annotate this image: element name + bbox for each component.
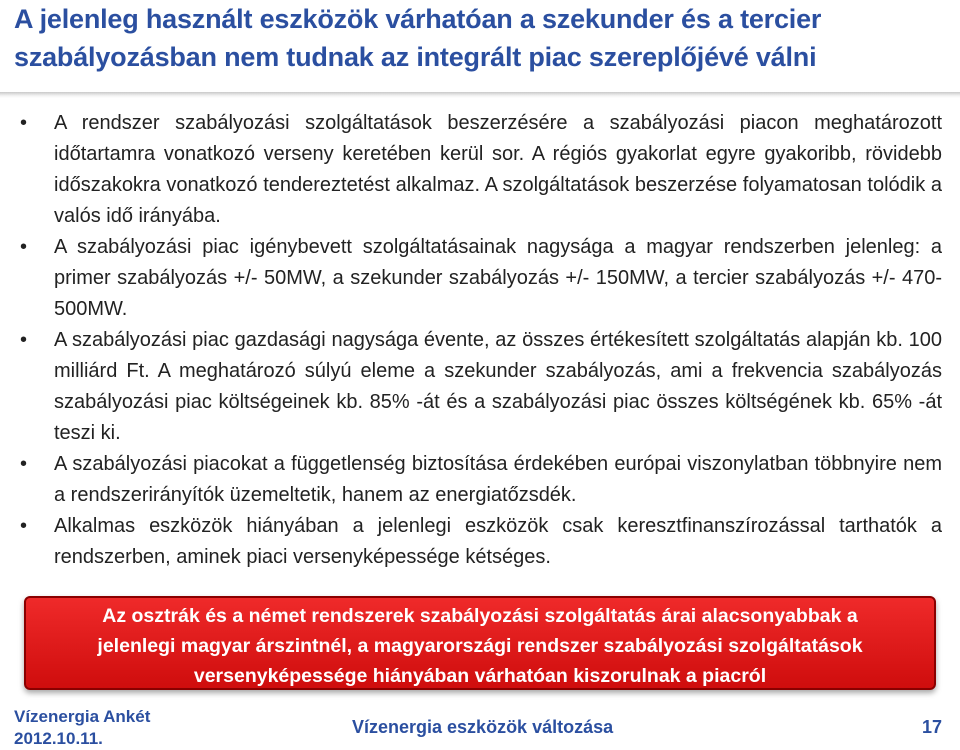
bullet-text: A szabályozási piacokat a függetlenség biztosítása érdekében európai viszonylatban többnyire nem a rendszerirányítók üzemeltetik, hanem az energiatőzsdék. bbox=[54, 453, 942, 506]
footer-topic: Vízenergia eszközök változása bbox=[352, 717, 614, 737]
callout-line: jelenlegi magyar árszintnél, a magyarországi rendszer szabályozási szolgáltatások bbox=[97, 635, 863, 657]
title-divider bbox=[0, 92, 960, 98]
bullet-icon: • bbox=[20, 112, 28, 134]
bullet-text: Alkalmas eszközök hiányában a jelenlegi eszközök csak keresztfinanszírozással tarthatók a rendszerben, aminek piaci versenyképessége kétséges. bbox=[54, 515, 942, 568]
conclusion-callout bbox=[24, 596, 936, 690]
bullet-item bbox=[12, 108, 942, 232]
footer-event: Vízenergia Ankét bbox=[14, 707, 151, 726]
page-number: 17 bbox=[921, 717, 942, 737]
bullet-icon: • bbox=[20, 515, 28, 537]
bullet-item bbox=[12, 449, 942, 511]
footer-event-info bbox=[14, 706, 150, 750]
bullet-text: A rendszer szabályozási szolgáltatások beszerzésére a szabályozási piacon meghatározott időtartamra vonatkozó verseny keretében kerül sor. A régiós gyakorlat egyre gyakoribb, rövidebb időszakokra vonatkozó tendereztetést alkalmaz. A szolgáltatások beszerzése folyamatosan tolódik a valós idő irányába. bbox=[54, 112, 942, 227]
slide-title: A jelenleg használt eszközök várhatóan a szekunder és a tercier szabályozásban nem tudnak az integrált piac szereplőjévé válni bbox=[14, 4, 822, 72]
bullet-text: A szabályozási piac gazdasági nagysága évente, az összes értékesített szolgáltatás alapján kb. 100 milliárd Ft. A meghatározó súlyú eleme a szekunder szabályozás, ami a frekvencia szabályozás szabályozási piac költségeinek kb. 85% -át és a szabályozási piac összes költségének kb. 65% -át teszi ki. bbox=[54, 329, 942, 444]
bullet-item bbox=[12, 232, 942, 325]
callout-line: Az osztrák és a német rendszerek szabályozási szolgáltatás árai alacsonyabbak a bbox=[102, 605, 858, 627]
bullet-text: A szabályozási piac igénybevett szolgáltatásainak nagysága a magyar rendszerben jelenleg: a primer szabályozás +/- 50MW, a szekunder szabályozás +/- 150MW, a tercier szabályozás +/- 470-500MW. bbox=[54, 236, 942, 320]
bullet-icon: • bbox=[20, 236, 28, 258]
bullet-item bbox=[12, 511, 942, 573]
bullet-list bbox=[12, 108, 942, 573]
bullet-icon: • bbox=[20, 453, 28, 475]
bullet-icon: • bbox=[20, 329, 28, 351]
callout-line: versenyképessége hiányában várhatóan kiszorulnak a piacról bbox=[193, 665, 767, 687]
footer-date: 2012.10.11. bbox=[14, 729, 103, 748]
bullet-item bbox=[12, 325, 942, 449]
